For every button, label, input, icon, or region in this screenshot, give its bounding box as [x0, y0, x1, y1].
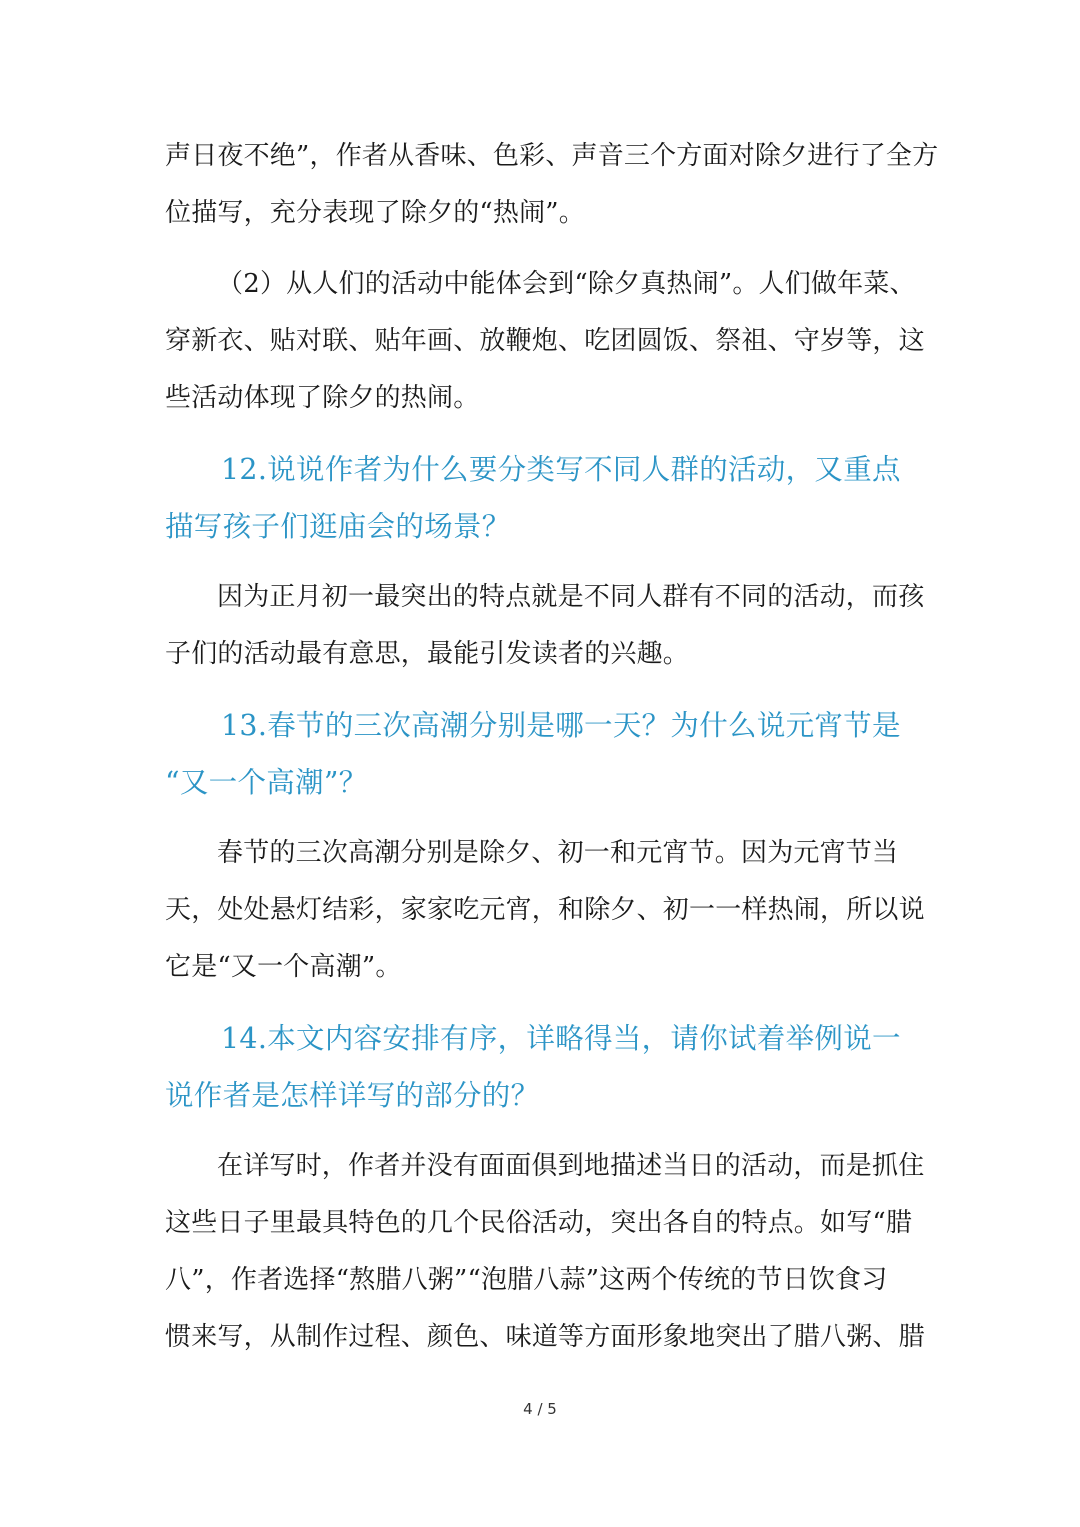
text-line: 在详写时，作者并没有面面俱到地描述当日的活动，而是抓住: [217, 1151, 925, 1181]
text-line: 因为正月初一最突出的特点就是不同人群有不同的活动，而孩: [217, 582, 925, 612]
document-page: [165, 128, 939, 1366]
text-line: 这些日子里最具特色的几个民俗活动，突出各自的特点。如写“腊: [165, 1208, 913, 1238]
question-line: 说作者是怎样详写的部分的？: [165, 1079, 540, 1112]
question-line: 12.说说作者为什么要分类写不同人群的活动，又重点: [221, 453, 901, 486]
answer-13: [165, 825, 925, 996]
question-line: 描写孩子们逛庙会的场景？: [165, 510, 511, 543]
text-line: 春节的三次高潮分别是除夕、初一和元宵节。因为元宵节当: [217, 838, 899, 868]
answer-11-1-continued: [165, 128, 939, 242]
text-line: 些活动体现了除夕的热闹。: [165, 383, 480, 413]
question-line: 13.春节的三次高潮分别是哪一天？为什么说元宵节是: [221, 709, 901, 742]
text-line: 穿新衣、贴对联、贴年画、放鞭炮、吃团圆饭、祭祖、守岁等，这: [165, 326, 925, 356]
question-13: [165, 697, 915, 811]
text-line: 惯来写，从制作过程、颜色、味道等方面形象地突出了腊八粥、腊: [165, 1322, 925, 1352]
text-line: 子们的活动最有意思，最能引发读者的兴趣。: [165, 639, 690, 669]
answer-14: [165, 1138, 925, 1366]
answer-11-2: [165, 256, 925, 427]
text-line: 位描写，充分表现了除夕的“热闹”。: [165, 198, 585, 228]
text-line: 声日夜不绝”，作者从香味、色彩、声音三个方面对除夕进行了全方: [165, 141, 939, 171]
page-number: 4 / 5: [523, 1400, 557, 1418]
text-line: 天，处处悬灯结彩，家家吃元宵，和除夕、初一一样热闹，所以说: [165, 895, 925, 925]
question-14: [165, 1010, 915, 1124]
question-line: “又一个高潮”？: [165, 766, 368, 799]
text-line: （2）从人们的活动中能体会到“除夕真热闹”。人们做年菜、: [217, 269, 916, 299]
text-line: 八”，作者选择“熬腊八粥”“泡腊八蒜”这两个传统的节日饮食习: [165, 1265, 888, 1295]
question-line: 14.本文内容安排有序，详略得当，请你试着举例说一: [221, 1022, 901, 1055]
question-12: [165, 441, 915, 555]
answer-12: [165, 569, 925, 683]
text-line: 它是“又一个高潮”。: [165, 952, 402, 982]
